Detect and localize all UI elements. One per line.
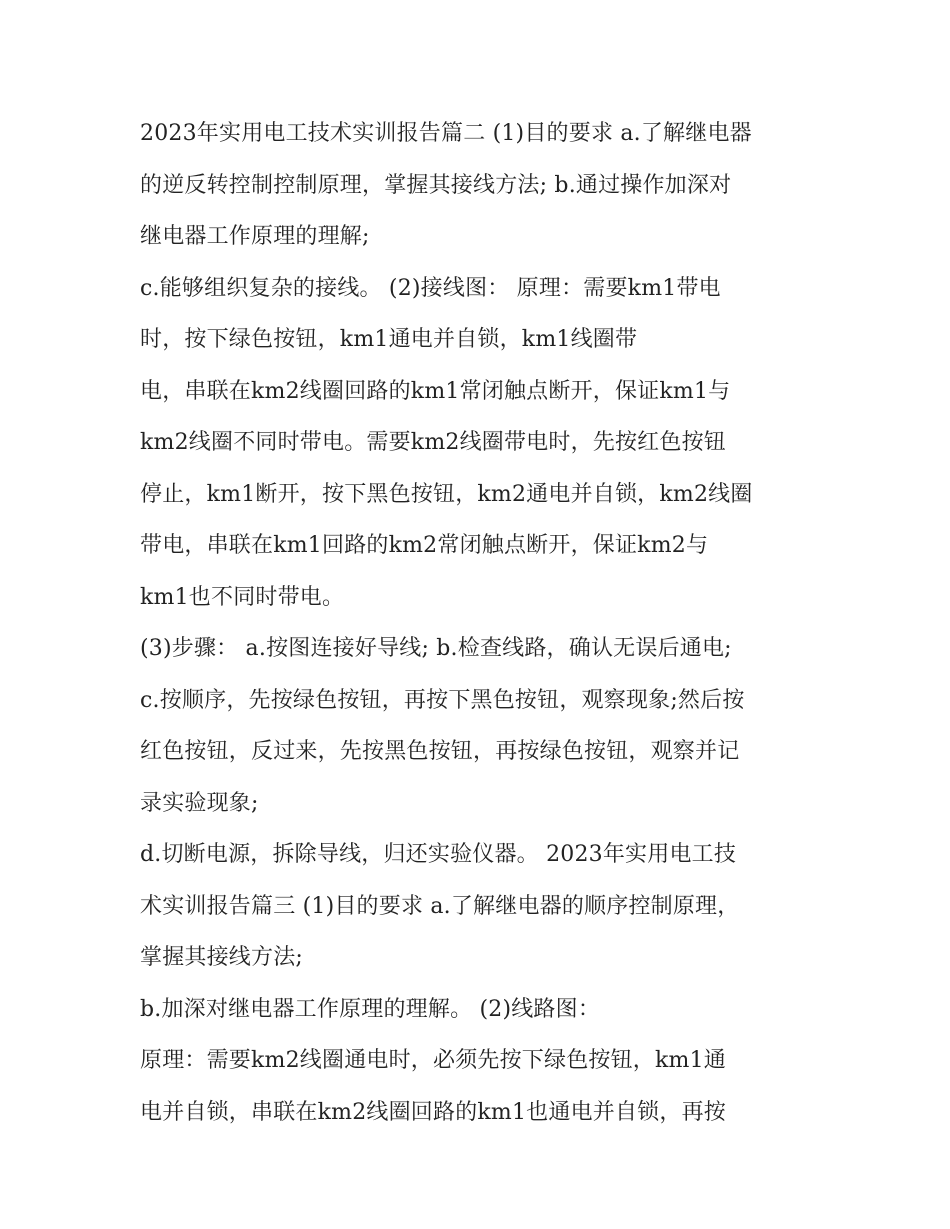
document-body xyxy=(140,108,820,1138)
text-line: km1也不同时带电。 xyxy=(140,584,345,610)
text-line: 电并自锁，串联在km2线圈回路的km1也通电并自锁，再按 xyxy=(140,1099,726,1125)
text-line: 术实训报告篇三 (1)目的要求 a.了解继电器的顺序控制原理， xyxy=(140,893,740,919)
text-line: 时，按下绿色按钮，km1通电并自锁，km1线圈带 xyxy=(140,327,638,352)
text-line: 掌握其接线方法; xyxy=(140,945,304,970)
text-line: c.能够组织复杂的接线。 (2)接线图： 原理：需要km1带电 xyxy=(140,275,721,301)
text-line: d.切断电源，拆除导线，归还实验仪器。 2023年实用电工技 xyxy=(140,842,737,867)
text-line: 红色按钮，反过来，先按黑色按钮，再按绿色按钮，观察并记 xyxy=(140,739,740,764)
text-line: (3)步骤： a.按图连接好导线; b.检查线路，确认无误后通电; xyxy=(140,636,732,661)
text-line: km2线圈不同时带电。需要km2线圈带电时，先按红色按钮 xyxy=(140,430,726,455)
text-line: 2023年实用电工技术实训报告篇二 (1)目的要求 a.了解继电器 xyxy=(140,121,752,146)
text-line: 停止，km1断开，按下黑色按钮，km2通电并自锁，km2线圈 xyxy=(140,481,753,507)
text-line: 录实验现象; xyxy=(140,790,259,816)
text-line: 继电器工作原理的理解; xyxy=(140,224,370,249)
text-line: 电，串联在km2线圈回路的km1常闭触点断开，保证km1与 xyxy=(140,378,731,404)
text-line: 原理：需要km2线圈通电时，必须先按下绿色按钮，km1通 xyxy=(140,1048,726,1073)
text-line: 的逆反转控制控制原理，掌握其接线方法; b.通过操作加深对 xyxy=(140,172,732,198)
text-line: c.按顺序，先按绿色按钮，再按下黑色按钮，观察现象;然后按 xyxy=(140,687,745,713)
text-line: 带电，串联在km1回路的km2常闭触点断开，保证km2与 xyxy=(140,533,709,558)
text-line: b.加深对继电器工作原理的理解。 (2)线路图： xyxy=(140,996,601,1022)
